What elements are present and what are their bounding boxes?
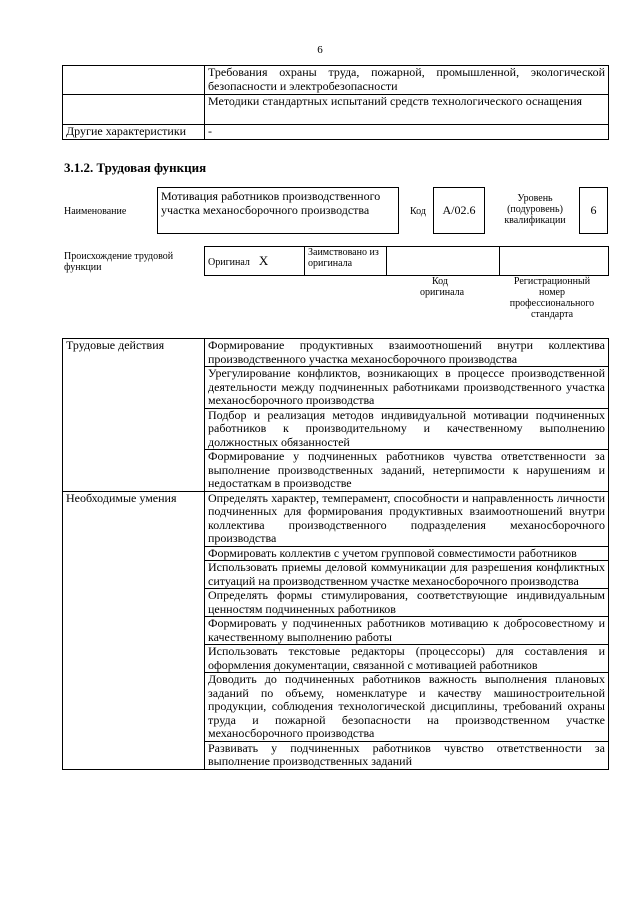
level-label: Уровень (подуровень) квалификации [504, 193, 566, 226]
top-table-empty-cell [63, 66, 205, 95]
top-table-empty-cell [63, 95, 205, 125]
skill-item: Доводить до подчиненных работников важность выполнения плановых заданий по объему, номенклатуре и качеству машиностроительной продукции, соблюдения технологической дисциплины, требований охраны труда и пожарной безопасности на производственном участке механосборочного производства [205, 673, 609, 742]
skill-item: Определять формы стимулирования, соответствующие индивидуальным ценностям подчиненных работников [205, 589, 609, 617]
function-name-value: Мотивация работников производственного участка механосборочного производства [161, 189, 381, 217]
original-mark: X [258, 252, 269, 268]
skill-item: Развивать у подчиненных работников чувство ответственности за выполнение производственных заданий [205, 741, 609, 769]
labor-action-item: Подбор и реализация методов индивидуальной мотивации подчиненных работников к производительному и качественному выполнению должностных обязанностей [205, 408, 609, 450]
page-number: 6 [317, 44, 323, 56]
skill-item: Формировать у подчиненных работников мотивацию к добросовестному и качественному выполнению работы [205, 617, 609, 645]
skill-item: Использовать приемы деловой коммуникации для разрешения конфликтных ситуаций на производственном участке механосборочного производства [205, 561, 609, 589]
section-title: 3.1.2. Трудовая функция [64, 160, 207, 175]
labor-action-item: Формирование у подчиненных работников чувства ответственности за выполнение производственных заданий, нетерпимости к нарушениям и недостаткам в производстве [205, 450, 609, 492]
top-table-row-text: Методики стандартных испытаний средств технологического оснащения [205, 95, 609, 125]
function-name-box [157, 187, 399, 234]
reg-number-label: Регистрационный номер профессионального стандарта [509, 276, 595, 320]
code-original-label: Код оригинала [420, 276, 465, 298]
skill-item: Использовать текстовые редакторы (процессоры) для составления и оформления документации, связанной с мотивацией работников [205, 645, 609, 673]
original-cell [205, 247, 305, 276]
borrowed-label: Заимствовано из оригинала [305, 247, 387, 276]
code-original-cell [387, 247, 500, 276]
code-box [433, 187, 485, 234]
labor-action-item: Урегулирование конфликтов, возникающих в процессе производственной деятельности между подчиненных работниками производственного участка механосборочного производства [205, 367, 609, 409]
level-box [579, 187, 608, 234]
top-table-row-text: Требования охраны труда, пожарной, промышленной, экологической безопасности и электробезопасности [205, 66, 609, 95]
level-value: 6 [590, 203, 597, 217]
original-label: Оригинал [208, 256, 250, 268]
name-label: Наименование [64, 206, 127, 217]
labor-actions-label: Трудовые действия [63, 339, 205, 492]
origin-label: Происхождение трудовой функции [64, 251, 174, 273]
skill-item: Определять характер, темперамент, способности и направленность личности подчиненных для формирования продуктивных взаимоотношений внутри коллектива производственного подразделения механосборочного производства [205, 491, 609, 546]
top-table [62, 65, 609, 140]
other-characteristics-value: - [205, 125, 609, 140]
reg-number-cell [500, 247, 609, 276]
skill-item: Формировать коллектив с учетом групповой совместимости работников [205, 546, 609, 561]
main-table [62, 338, 609, 770]
code-value: A/02.6 [442, 203, 476, 217]
required-skills-label: Необходимые умения [63, 491, 205, 769]
origin-table [204, 246, 609, 276]
labor-action-item: Формирование продуктивных взаимоотношений внутри коллектива производственного участка механосборочного производства [205, 339, 609, 367]
code-label: Код [410, 206, 426, 217]
other-characteristics-label: Другие характеристики [63, 125, 205, 140]
